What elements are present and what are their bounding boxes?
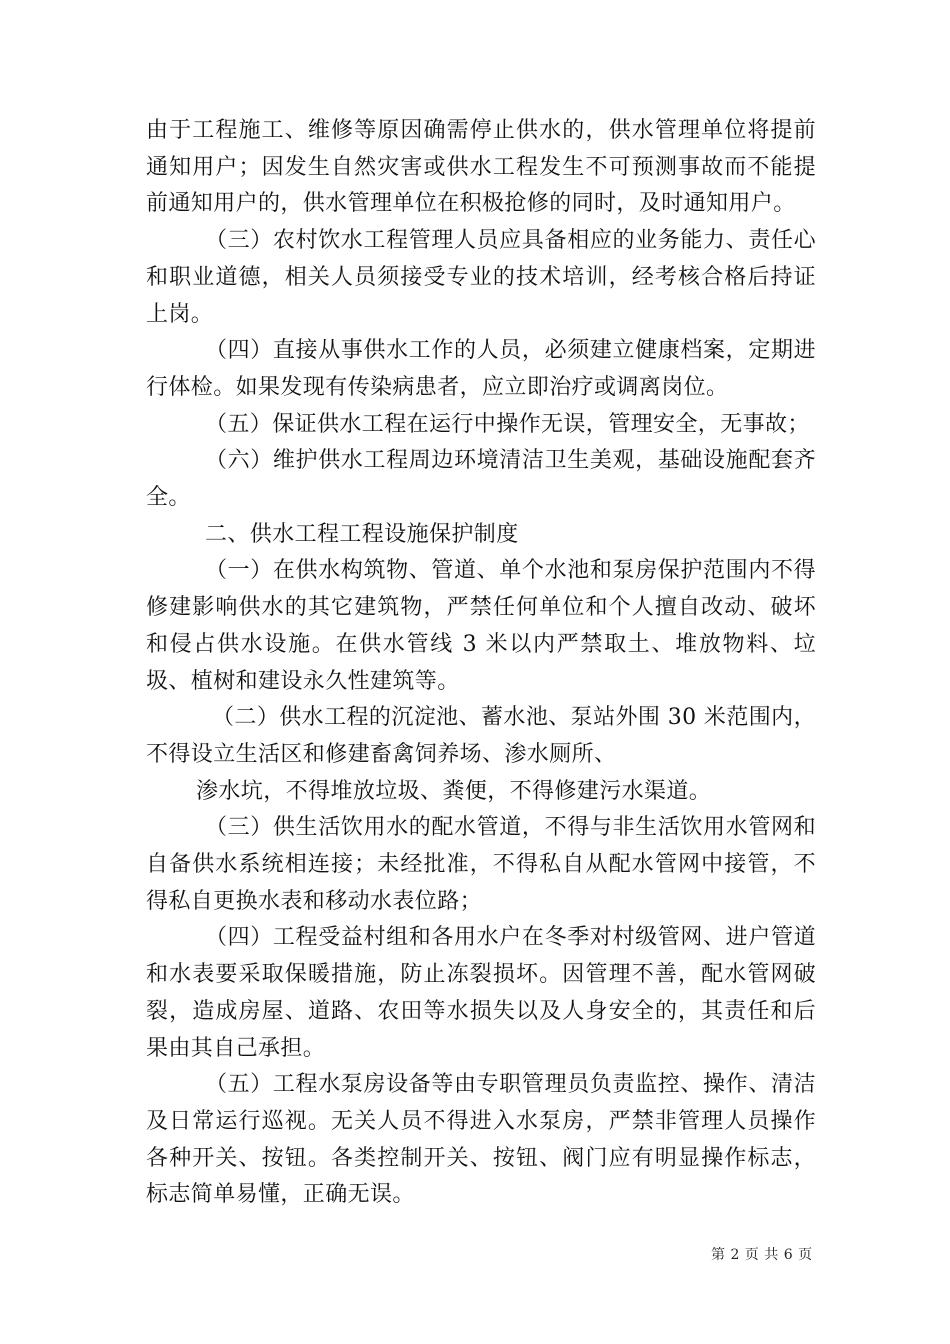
document-body (146, 113, 816, 1214)
paragraph-winter-protection: （四）工程受益村组和各用水户在冬季对村级管网、进户管道和水表要采取保暖措施，防止冻裂损坏。因管理不善，配水管网破裂，造成房屋、道路、农田等水损失以及人身安全的，其责任和后果由其自己承担。 (146, 925, 816, 1061)
paragraph-health-records: （四）直接从事供水工作的人员，必须建立健康档案，定期进行体检。如果发现有传染病患者，应立即治疗或调离岗位。 (146, 338, 816, 400)
paragraph-sedimentation-range-continued: 渗水坑，不得堆放垃圾、粪便，不得修建污水渠道。 (196, 778, 712, 804)
paragraph-pump-room-management: （五）工程水泵房设备等由专职管理员负责监控、操作、清洁及日常运行巡视。无关人员不得进入水泵房，严禁非管理人员操作各种开关、按钮。各类控制开关、按钮、阀门应有明显操作标志，标志简单易懂，正确无误。 (146, 1072, 816, 1208)
paragraph-sedimentation-range: （二）供水工程的沉淀池、蓄水池、泵站外围 30 米范围内，不得设立生活区和修建畜禽饲养场、渗水厕所、 (146, 705, 816, 767)
paragraph-environment: （六）维护供水工程周边环境清洁卫生美观，基础设施配套齐全。 (146, 448, 816, 511)
paragraph-staff-qualifications: （三）农村饮水工程管理人员应具备相应的业务能力、责任心和职业道德，相关人员须接受专业的技术培训，经考核合格后持证上岗。 (146, 228, 816, 327)
paragraph-protection-range: （一）在供水构筑物、管道、单个水池和泵房保护范围内不得修建影响供水的其它建筑物，严禁任何单位和个人擅自改动、破坏和侵占供水设施。在供水管线 3 米以内严禁取土、堆放物料、垃圾、植树和建设永久性建筑等。 (146, 558, 816, 694)
page-number-footer: 第 2 页 共 6 页 (711, 1247, 813, 1263)
paragraph-safe-operation: （五）保证供水工程在运行中操作无误，管理安全，无事故； (205, 411, 810, 437)
paragraph-pipe-connection: （三）供生活饮用水的配水管道，不得与非生活饮用水管网和自备供水系统相连接；未经批准，不得私自从配水管网中接管，不得私自更换水表和移动水表位路； (146, 815, 816, 914)
paragraph-water-stop-notice: 由于工程施工、维修等原因确需停止供水的，供水管理单位将提前通知用户；因发生自然灾害或供水工程发生不可预测事故而不能提前通知用户的，供水管理单位在积极抢修的同时，及时通知用户。 (146, 118, 816, 217)
section-heading-facility-protection: 二、供水工程工程设施保护制度 (205, 521, 519, 547)
